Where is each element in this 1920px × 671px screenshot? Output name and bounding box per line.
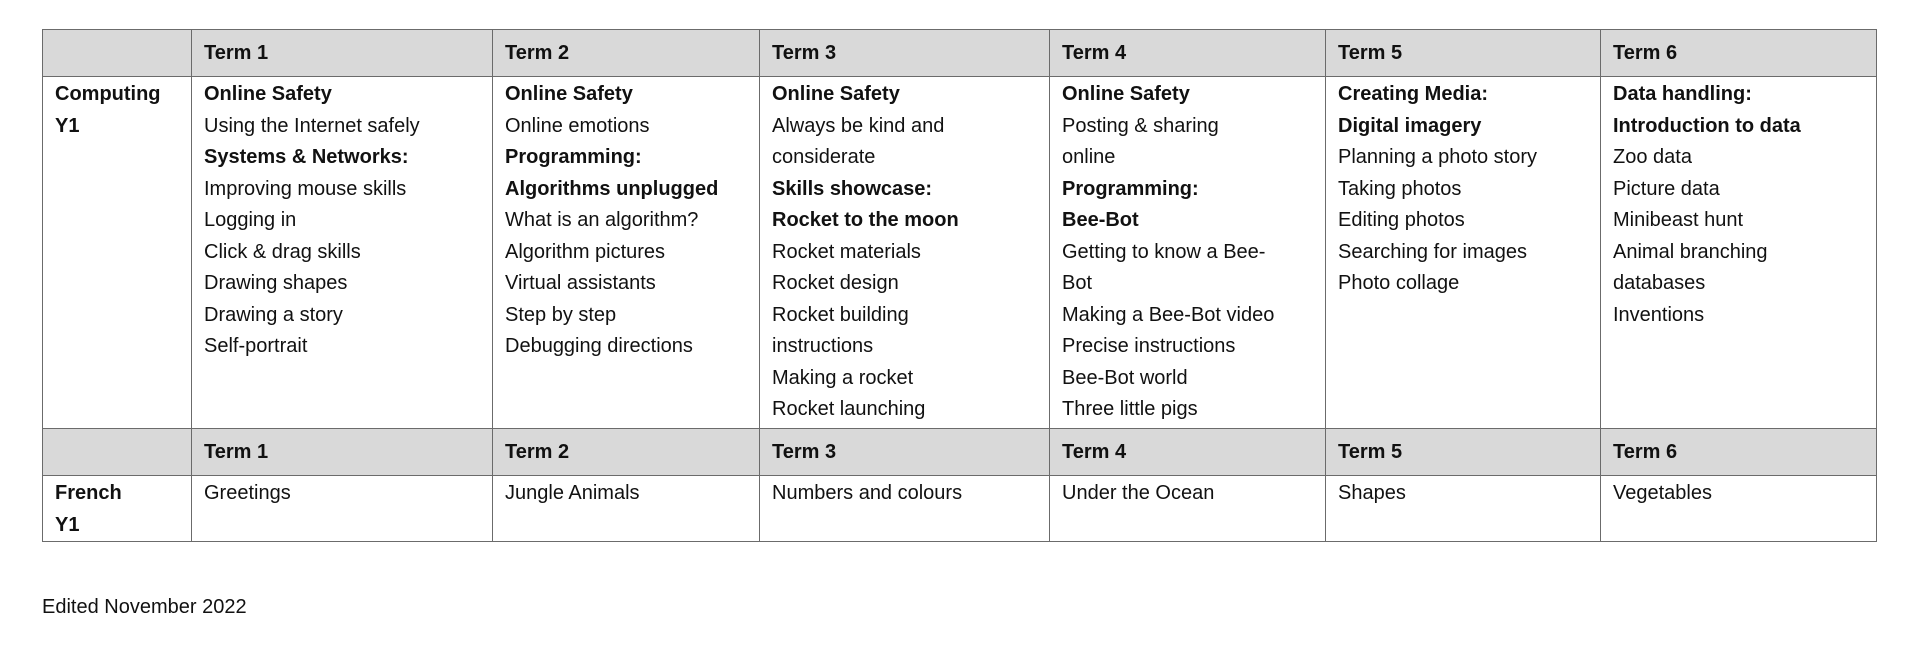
lesson-item: Algorithm pictures [505, 240, 666, 263]
lesson-item: What is an algorithm? [505, 209, 699, 231]
french-term-2: Jungle Animals [493, 476, 760, 542]
header-cell: Term 3 [760, 30, 1050, 77]
lesson-item: Animal branching [1613, 240, 1768, 263]
lesson-item: Making a rocket [772, 366, 914, 389]
computing-term-5 [1326, 77, 1601, 429]
subject-cell-french [43, 476, 192, 542]
computing-term-1 [192, 77, 493, 429]
header-cell [43, 429, 192, 476]
lesson-item: Rocket building [772, 303, 909, 326]
topic-heading: Rocket to the moon [772, 209, 959, 231]
lesson-item: Making a Bee-Bot video [1062, 303, 1275, 326]
french-term-4: Under the Ocean [1050, 476, 1326, 542]
lesson-item: Searching for images [1338, 240, 1527, 263]
topic-heading: Online Safety [204, 83, 332, 105]
lesson-item: Bee-Bot world [1062, 366, 1188, 389]
topic-heading: Creating Media: [1338, 83, 1489, 105]
topic-heading: Online Safety [1062, 83, 1190, 105]
lesson-item: Editing photos [1338, 209, 1465, 231]
header-cell: Term 3 [760, 429, 1050, 476]
lesson-item: Rocket launching [772, 398, 926, 420]
subject-year: Y1 [55, 114, 80, 137]
lesson-item: Getting to know a Bee- [1062, 240, 1266, 263]
header-cell: Term 5 [1326, 30, 1601, 77]
french-term-1: Greetings [192, 476, 493, 542]
topic-heading: Bee-Bot [1062, 209, 1139, 231]
topic-heading: Online Safety [772, 83, 900, 105]
computing-term-2 [493, 77, 760, 429]
lesson-item: Precise instructions [1062, 335, 1236, 357]
curriculum-table [42, 29, 1877, 542]
lesson-item: Drawing a story [204, 303, 343, 326]
lesson-item: Posting & sharing [1062, 114, 1219, 137]
topic-heading: Data handling: [1613, 83, 1752, 105]
topic-heading: Programming: [505, 146, 642, 168]
lesson-item: Online emotions [505, 114, 650, 137]
lesson-item: databases [1613, 272, 1706, 294]
edited-note: Edited November 2022 [42, 596, 247, 618]
header-cell: Term 1 [192, 30, 493, 77]
lesson-item: Rocket materials [772, 240, 921, 263]
header-cell: Term 4 [1050, 429, 1326, 476]
lesson-item: Always be kind and [772, 114, 945, 137]
lesson-item: Zoo data [1613, 146, 1692, 168]
french-header-row [43, 429, 1877, 476]
subject-year: Y1 [55, 513, 80, 536]
lesson-item: Minibeast hunt [1613, 209, 1744, 231]
lesson-item: Picture data [1613, 177, 1720, 200]
subject-cell-computing [43, 77, 192, 429]
topic-heading: Digital imagery [1338, 114, 1482, 137]
computing-term-3 [760, 77, 1050, 429]
computing-term-4 [1050, 77, 1326, 429]
lesson-item: online [1062, 146, 1116, 168]
lesson-item: Photo collage [1338, 272, 1460, 294]
topic-heading: Programming: [1062, 177, 1199, 200]
lesson-item: Taking photos [1338, 177, 1462, 200]
french-term-5: Shapes [1326, 476, 1601, 542]
lesson-item: instructions [772, 335, 874, 357]
computing-header-row [43, 30, 1877, 77]
lesson-item: Click & drag skills [204, 240, 361, 263]
lesson-item: Virtual assistants [505, 272, 656, 294]
lesson-item: Debugging directions [505, 335, 693, 357]
french-term-3: Numbers and colours [760, 476, 1050, 542]
header-cell: Term 2 [493, 30, 760, 77]
lesson-item: Inventions [1613, 303, 1705, 326]
lesson-item: Rocket design [772, 272, 899, 294]
header-cell: Term 4 [1050, 30, 1326, 77]
header-cell: Term 6 [1601, 30, 1877, 77]
lesson-item: Bot [1062, 272, 1093, 294]
lesson-item: Improving mouse skills [204, 177, 407, 200]
subject-label: Computing [55, 83, 161, 105]
computing-term-6 [1601, 77, 1877, 429]
lesson-item: Step by step [505, 303, 617, 326]
topic-heading: Online Safety [505, 83, 633, 105]
lesson-item: Drawing shapes [204, 272, 348, 294]
lesson-item: Three little pigs [1062, 398, 1198, 420]
lesson-item: Using the Internet safely [204, 114, 420, 137]
lesson-item: Logging in [204, 209, 297, 231]
subject-label: French [55, 482, 122, 504]
header-cell: Term 5 [1326, 429, 1601, 476]
topic-heading: Algorithms unplugged [505, 177, 719, 200]
header-cell: Term 1 [192, 429, 493, 476]
french-term-6: Vegetables [1601, 476, 1877, 542]
topic-heading: Skills showcase: [772, 177, 933, 200]
header-cell [43, 30, 192, 77]
french-row [43, 476, 1877, 542]
topic-heading: Introduction to data [1613, 114, 1801, 137]
lesson-item: considerate [772, 146, 876, 168]
lesson-item: Planning a photo story [1338, 146, 1538, 168]
header-cell: Term 2 [493, 429, 760, 476]
header-cell: Term 6 [1601, 429, 1877, 476]
computing-row [43, 77, 1877, 429]
lesson-item: Self-portrait [204, 335, 308, 357]
topic-heading: Systems & Networks: [204, 146, 409, 168]
